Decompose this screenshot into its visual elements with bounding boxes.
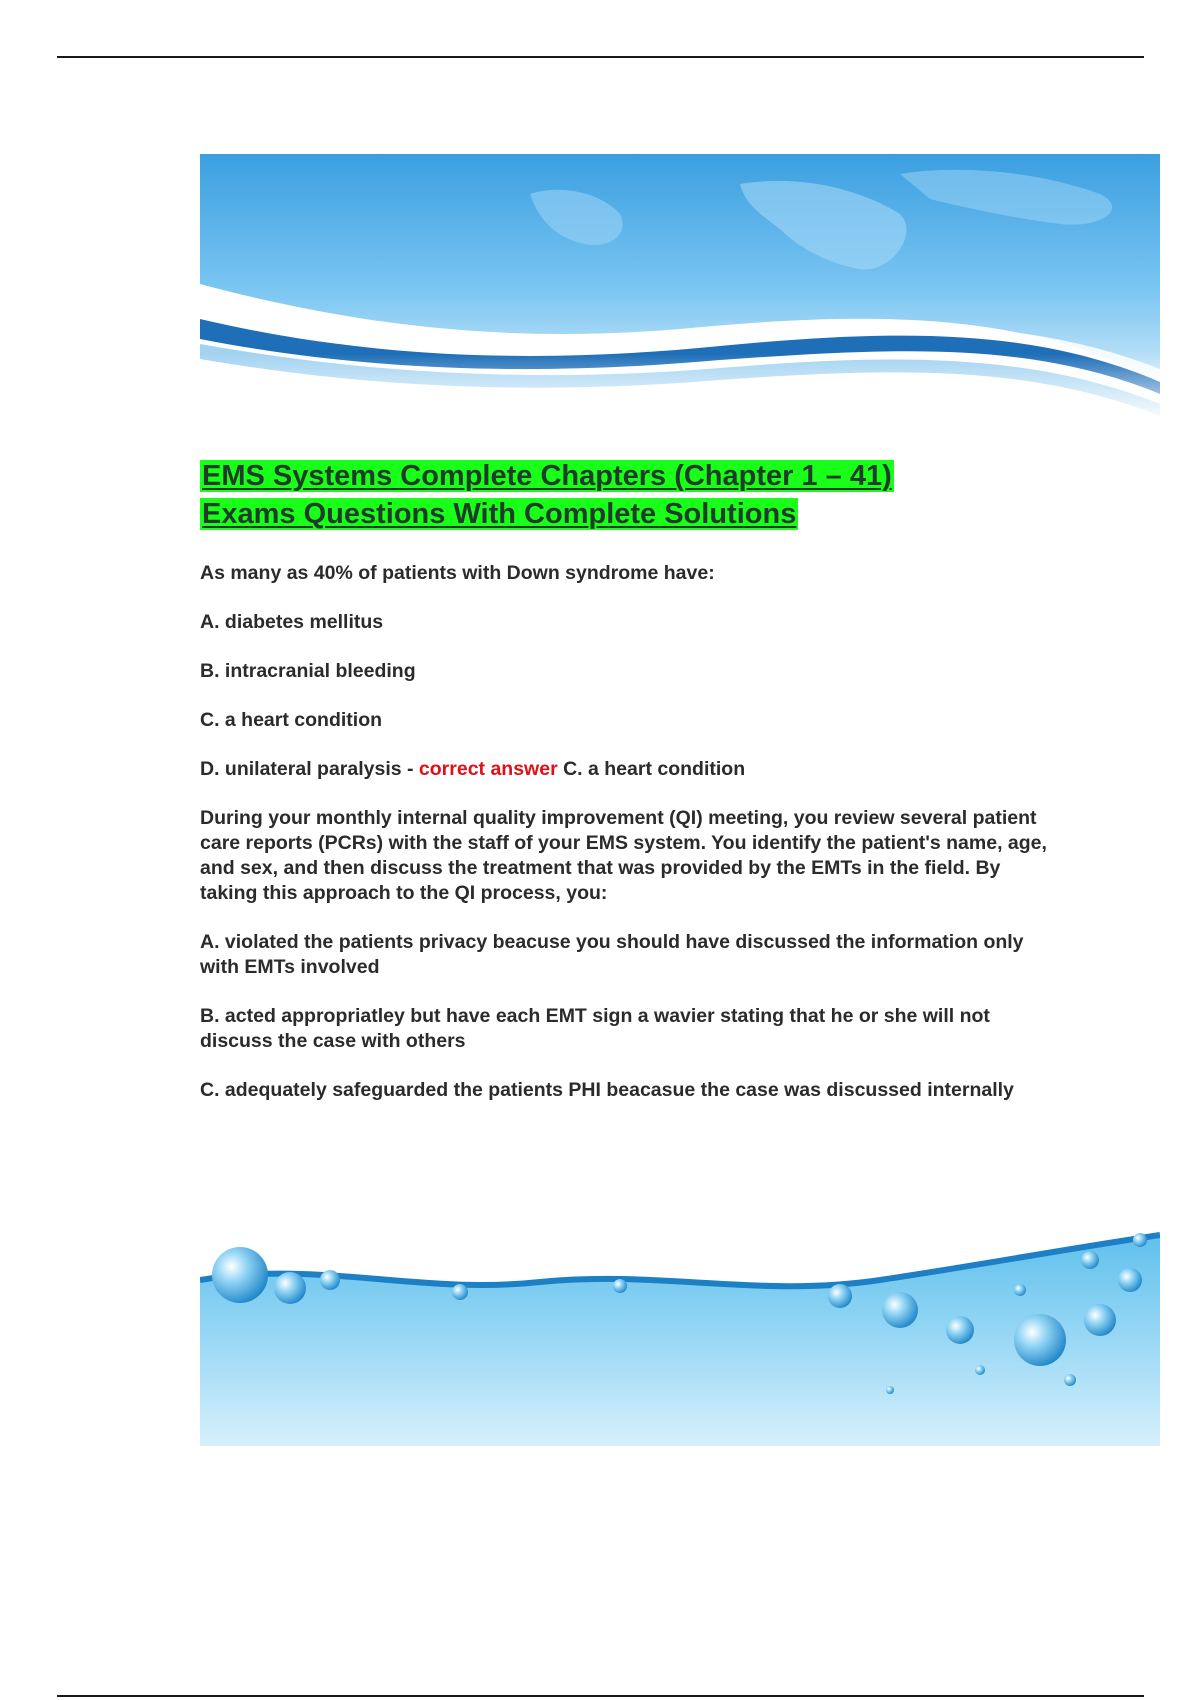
water-bubbles-image (200, 1220, 1160, 1446)
question-1-option-c: C. a heart condition (200, 709, 383, 731)
document-body (200, 457, 1060, 1127)
title-line-1: EMS Systems Complete Chapters (Chapter 1 – 41) (202, 460, 892, 492)
world-map-wave-image (200, 154, 1160, 424)
question-1-option-d (200, 757, 1060, 782)
world-map-wave-banner (200, 154, 1160, 424)
document-title (200, 457, 1060, 533)
question-2-option-a: A. violated the patients privacy beacuse you should have discussed the information only with EMTs involved (200, 931, 1024, 978)
question-2-stem: During your monthly internal quality improvement (QI) meeting, you review several patient care reports (PCRs) with the staff of your EMS system. You identify the patient's name, age, and sex, and then discuss the treatment that was provided by the EMTs in the field. By taking this approach to the QI process, you: (200, 807, 1047, 904)
question-2-option-c: C. adequately safeguarded the patients PHI beacasue the case was discussed internally (200, 1079, 1014, 1101)
question-1-option-b: B. intracranial bleeding (200, 660, 416, 682)
header-rule (57, 56, 1144, 58)
question-2-option-b: B. acted appropriatley but have each EMT sign a wavier stating that he or she will not discuss the case with others (200, 1005, 990, 1052)
title-line-2: Exams Questions With Complete Solutions (202, 498, 797, 530)
question-1-stem: As many as 40% of patients with Down syndrome have: (200, 562, 715, 584)
correct-answer-label: correct answer (418, 758, 558, 780)
question-1-option-d-text: D. unilateral paralysis - (200, 758, 419, 780)
question-1-answer: C. a heart condition (557, 758, 746, 780)
water-splash-banner (200, 1220, 1160, 1446)
question-1-option-a: A. diabetes mellitus (200, 611, 384, 633)
footer-rule (57, 1695, 1144, 1697)
